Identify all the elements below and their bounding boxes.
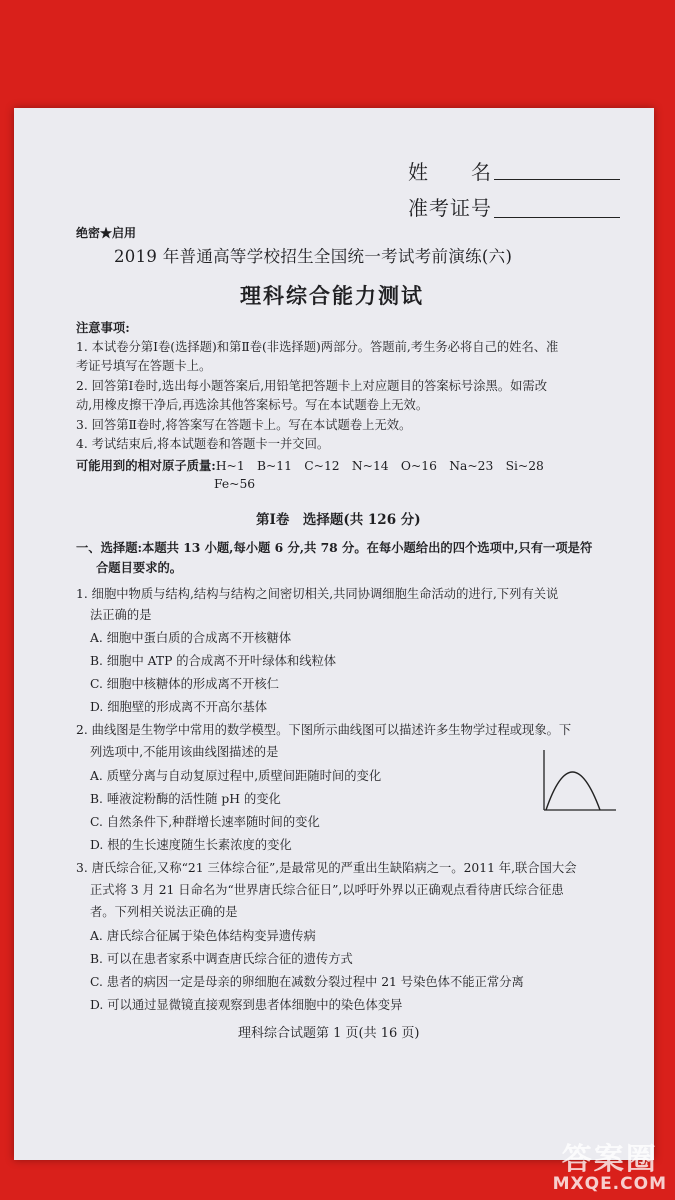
notes-line: 动,用橡皮擦干净后,再选涂其他答案标号。写在本试题卷上无效。: [76, 398, 429, 412]
name-label: 姓 名: [408, 160, 492, 184]
question-2-stem: 2. 曲线图是生物学中常用的数学模型。下图所示曲线图可以描述许多生物学过程或现象。下: [76, 723, 572, 737]
notes-heading: 注意事项:: [76, 320, 130, 335]
name-field: [494, 178, 620, 180]
watermark-text: 答案圈: [561, 1142, 658, 1177]
question-2-stem: 列选项中,不能用该曲线图描述的是: [90, 745, 279, 759]
question-2-option-d: D. 根的生长速度随生长素浓度的变化: [90, 838, 292, 852]
section-instruction: 合题目要求的。: [96, 560, 183, 575]
section-instruction: 一、选择题:本题共 13 小题,每小题 6 分,共 78 分。在每小题给出的四个选项中,只有一项是符: [76, 540, 593, 555]
notes-line: 4. 考试结束后,将本试题卷和答题卡一并交回。: [76, 437, 330, 451]
graph-curve: [546, 772, 600, 810]
question-2-option-c: C. 自然条件下,种群增长速率随时间的变化: [90, 815, 320, 829]
section-title: 第Ⅰ卷 选择题(共 126 分): [256, 512, 421, 528]
atomic-mass-values: H~1 B~11 C~12 N~14 O~16 Na~23 Si~28: [215, 459, 544, 473]
notes-line: 考证号填写在答题卡上。: [76, 359, 212, 373]
question-1-option-c: C. 细胞中核糖体的形成离不开核仁: [90, 677, 279, 691]
exam-title: 2019 年普通高等学校招生全国统一考试考前演练(六): [114, 247, 513, 266]
question-1-stem: 法正确的是: [90, 608, 152, 622]
question-3-option-b: B. 可以在患者家系中调查唐氏综合征的遗传方式: [90, 952, 353, 966]
question-2-option-a: A. 质壁分离与自动复原过程中,质壁间距随时间的变化: [90, 769, 382, 783]
notes-line: 1. 本试卷分第Ⅰ卷(选择题)和第Ⅱ卷(非选择题)两部分。答题前,考生务必将自己的姓名、准: [76, 340, 559, 354]
question-3-option-a: A. 唐氏综合征属于染色体结构变异遗传病: [90, 929, 316, 943]
site-watermark-logo: [553, 1134, 667, 1194]
question-3-stem: 者。下列相关说法正确的是: [90, 905, 238, 919]
id-field: [494, 216, 620, 218]
notes-line: 2. 回答第Ⅰ卷时,选出每小题答案后,用铅笔把答题卡上对应题目的答案标号涂黑。如需改: [76, 379, 548, 393]
notes-line: 3. 回答第Ⅱ卷时,将答案写在答题卡上。写在本试题卷上无效。: [76, 418, 412, 432]
question-2-option-b: B. 唾液淀粉酶的活性随 pH 的变化: [90, 792, 281, 806]
atomic-mass-label: 可能用到的相对原子质量:: [76, 458, 216, 473]
page-footer: 理科综合试题第 1 页(共 16 页): [238, 1026, 420, 1041]
secret-label: 绝密★启用: [76, 226, 137, 240]
watermark-domain: MXQE.COM: [552, 1174, 667, 1194]
question-3-option-d: D. 可以通过显微镜直接观察到患者体细胞中的染色体变异: [90, 998, 403, 1012]
id-label: 准考证号: [408, 196, 492, 220]
atomic-mass-line2: Fe~56: [214, 477, 256, 491]
question-1-option-a: A. 细胞中蛋白质的合成离不开核糖体: [90, 631, 292, 645]
exam-paper: [14, 108, 654, 1160]
question-3-stem: 3. 唐氏综合征,又称“21 三体综合征”,是最常见的严重出生缺陷病之一。2011 年,联合国大会: [76, 861, 577, 875]
main-title: 理科综合能力测试: [240, 284, 424, 308]
question-1-option-b: B. 细胞中 ATP 的合成离不开叶绿体和线粒体: [90, 654, 337, 668]
question-1-stem: 1. 细胞中物质与结构,结构与结构之间密切相关,共同协调细胞生命活动的进行,下列有关说: [76, 587, 559, 601]
question-1-option-d: D. 细胞壁的形成离不开高尔基体: [90, 700, 268, 714]
atomic-mass-line: [76, 456, 544, 474]
question-3-option-c: C. 患者的病因一定是母亲的卵细胞在减数分裂过程中 21 号染色体不能正常分离: [90, 975, 524, 989]
curve-graph: [538, 748, 618, 818]
question-3-stem: 正式将 3 月 21 日命名为“世界唐氏综合征日”,以呼吁外界以正确观点看待唐氏综合征患: [90, 883, 564, 897]
